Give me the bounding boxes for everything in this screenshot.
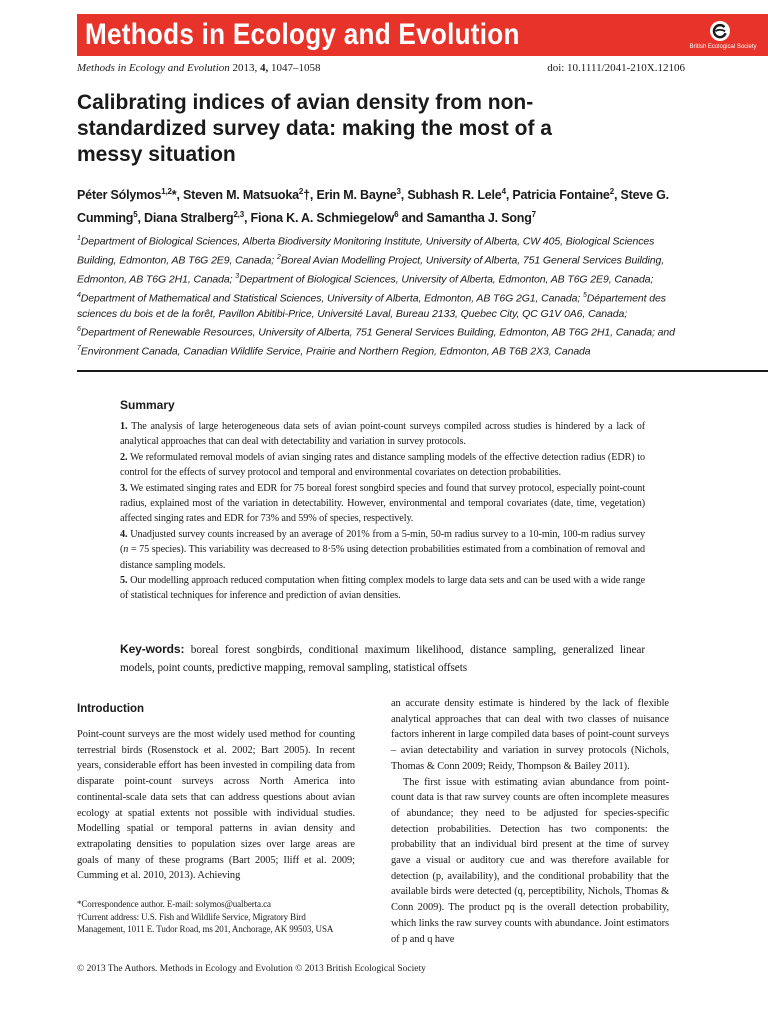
body-column-left (77, 727, 355, 884)
author-separator: , (505, 188, 513, 203)
author (512, 188, 620, 202)
summary-point-3 (120, 481, 645, 527)
society-name: British Ecological Society (689, 44, 757, 50)
author-separator: , (400, 188, 408, 203)
summary-number: 2. (120, 451, 128, 463)
summary-text: = 75 species). This variability was decreased to 8·5% using detection probabilities estimated from a combination of removal and distance sampling models. (120, 544, 645, 571)
summary-text: Our modelling approach reduced computation when fitting complex models to large data sets and can be used with a wide range of statistical techniques for inference and prediction of avian densities. (120, 575, 645, 602)
author (427, 211, 536, 225)
author-name: Samantha J. Song (426, 211, 532, 226)
body-paragraph: Point-count surveys are the most widely used method for counting terrestrial birds (Rosenstock et al. 2002; Bart 2005). In recent years, considerable effort has been invested in compiling data from disparate point-count surveys across North America into continental-scale data sets that can address questions about avian ecology at spatial extents not possible with individual studies. Modelling spatial or temporal patterns in avian density and extrapolating densities to population sizes over large areas are goals of many of these programs (Bart 2005; Iliff et al. 2009; Cumming et al. 2010, 2013). Achieving (77, 729, 355, 882)
affiliation-text: Boreal Avian Modelling Project, University of Alberta, 751 General Services Building, Edmonton, AB T6G 2H1, Canada; (77, 254, 665, 286)
journal-name: Methods in Ecology and Evolution (77, 62, 230, 74)
body-paragraph: The first issue with estimating avian abundance from point-count data is that raw survey counts are often incomplete measures of abundance; they need to be adjusted for species-specific detection probabilities. Detection has two components: the probability that an individual bird present at the time of survey gave a visual or auditory cue and was therefore available for detection (p, availability), and the conditional probability that the available birds were detected (q, perceptibility, Nichols, Thomas & Conn 2009). The product pq is the overall detection probability, which links the raw survey counts with abundance. Joint estimators of p and q have (391, 776, 669, 945)
author-note-marker: * (171, 188, 177, 203)
body-paragraph: an accurate density estimate is hindered by the lack of flexible analytical approaches that can deal with two classes of nuisance factors inherent in large compiled data bases of point-count surveys – avian detectability and variation in survey protocols (Nichols, Thomas & Conn 2009; Reidy, Thompson & Bailey 2011). (391, 698, 669, 772)
author (144, 211, 250, 225)
author (407, 188, 512, 202)
introduction-heading: Introduction (77, 703, 145, 715)
author-list (77, 182, 685, 228)
author-separator: , (613, 188, 621, 203)
affiliation-number: 1 (77, 235, 81, 242)
author-separator: , (243, 211, 251, 226)
doi-text: doi: 10.1111/2041-210X.12106 (547, 62, 685, 74)
affiliation-text: Environment Canada, Canadian Wildlife Service, Prairie and Northern Region, Edmonton, AB T6B 2X3, Canada (80, 345, 591, 358)
affiliation-number: 3 (235, 272, 240, 280)
summary-number: 3. (120, 482, 128, 494)
author-name: Patricia Fontaine (512, 188, 610, 203)
affiliation-text: Department of Biological Sciences, University of Alberta, Edmonton, AB T6G 2E9, Canada; (239, 273, 654, 286)
summary-variable: n (123, 544, 129, 556)
affiliation-text: Department of Biological Sciences, Alberta Biodiversity Monitoring Institute, University of Alberta, CW 405, Biological Sciences Building, Edmonton, AB T6G 2E9, Canada; (77, 235, 655, 267)
affiliations (77, 231, 685, 360)
author-name: Fiona K. A. Schmiegelow (250, 211, 395, 226)
summary-number: 4. (120, 528, 128, 540)
author (77, 188, 183, 202)
citation-left (77, 60, 321, 76)
keywords-label: Key-words: (120, 642, 185, 656)
author-name: Steven M. Matsuoka (183, 188, 299, 203)
summary-text: We estimated singing rates and EDR for 75 boreal forest songbird species and found that survey protocol, especially point-count radius, explained most of the variation in detectability. However, environmental and temporal covariates (date, time, vegetation) affected singing rates and EDR for 73% and 59% of species, respectively. (120, 482, 646, 525)
affiliation-number: 2 (276, 253, 281, 261)
keywords-text: boreal forest songbirds, conditional maximum likelihood, distance sampling, generalized linear models, point counts, predictive mapping, removal sampling, statistical offsets (120, 644, 645, 674)
summary-number: 1. (120, 421, 128, 432)
affiliation-number: 7 (77, 344, 81, 352)
journal-pages: 1047–1058 (271, 62, 321, 74)
author (316, 188, 407, 202)
citation-line (77, 60, 685, 76)
author-affiliation-marker: 6 (394, 210, 399, 220)
article-title: Calibrating indices of avian density from non-standardized survey data: making the most of a messy situation (77, 91, 552, 166)
summary-point-2 (120, 450, 645, 481)
author-name: Steve G. Cumming (77, 188, 669, 226)
copyright-footer: © 2013 The Authors. Methods in Ecology and Evolution © 2013 British Ecological Society (77, 964, 426, 974)
author-note-marker: † (303, 188, 310, 203)
keywords (120, 640, 645, 677)
current-address-note: †Current address: U.S. Fish and Wildlife Service, Migratory Bird Management, 1011 E. Tudor Road, ms 201, Anchorage, AK 99503, USA (77, 911, 334, 934)
summary-text: Unadjusted survey counts increased by an average of 201% from a 5-min, 50-m radius survey to a 10-min, 100-m radius survey ( (120, 528, 645, 556)
footnotes (77, 898, 355, 936)
journal-banner-title: Methods in Ecology and Evolution (85, 18, 520, 51)
summary-body (120, 419, 645, 604)
author-separator: , (309, 188, 317, 203)
summary-heading: Summary (120, 398, 175, 412)
journal-volume: 4, (260, 62, 269, 74)
author-separator: , (176, 188, 183, 203)
journal-banner (77, 14, 768, 56)
author-separator: , (137, 211, 145, 226)
summary-point-4 (120, 527, 645, 573)
author-affiliation-marker: 2 (298, 187, 304, 196)
affiliation-text: Department of Renewable Resources, University of Alberta, 751 General Services Building, Edmonton, AB T6G 2H1, Canada; and (80, 326, 675, 339)
author-affiliation-marker: 1,2 (161, 187, 172, 196)
bes-logo-icon (709, 20, 731, 42)
author-name: Subhash R. Lele (407, 188, 502, 203)
author-separator: and (398, 211, 427, 226)
affiliation-number: 5 (583, 291, 587, 299)
author-affiliation-marker: 4 (501, 187, 506, 196)
summary-text: The analysis of large heterogeneous data sets of avian point-count surveys compiled across studies is hindered by a lack of analytical approaches that can deal with detectability and variation in survey protocols. (120, 421, 646, 448)
author-name: Diana Stralberg (144, 211, 234, 226)
author-name: Péter Sólymos (77, 188, 162, 203)
author-affiliation-marker: 2,3 (233, 210, 244, 220)
journal-year: 2013, (232, 62, 258, 74)
summary-number: 5. (120, 575, 128, 587)
author (251, 211, 427, 225)
body-column-right (391, 696, 669, 947)
summary-point-5 (120, 573, 645, 604)
affiliation-text: Département des sciences du bois et de la forêt, Pavillon Abitibi-Price, Université Laval, Bureau 2133, Quebec City, QC G1V 0A6, Canada; (77, 292, 666, 320)
section-divider (77, 370, 768, 372)
correspondence-note: *Correspondence author. E-mail: solymos@ualberta.ca (77, 899, 271, 909)
author (183, 188, 316, 202)
author-affiliation-marker: 2 (609, 187, 614, 196)
author-affiliation-marker: 3 (396, 187, 401, 196)
summary-text: We reformulated removal models of avian singing rates and distance sampling models of the effective detection radius (EDR) to control for the effects of survey protocol and temporal and environmental covariates on detection probabilities. (120, 451, 646, 479)
affiliation-number: 6 (77, 326, 81, 334)
summary-point-1 (120, 419, 645, 450)
affiliation-text: Department of Mathematical and Statistical Sciences, University of Alberta, Edmonton, AB T6G 2G1, Canada; (80, 292, 583, 305)
author-affiliation-marker: 7 (531, 210, 536, 220)
author-affiliation-marker: 5 (133, 210, 138, 220)
affiliation-number: 4 (77, 291, 81, 299)
author-name: Erin M. Bayne (316, 188, 397, 203)
